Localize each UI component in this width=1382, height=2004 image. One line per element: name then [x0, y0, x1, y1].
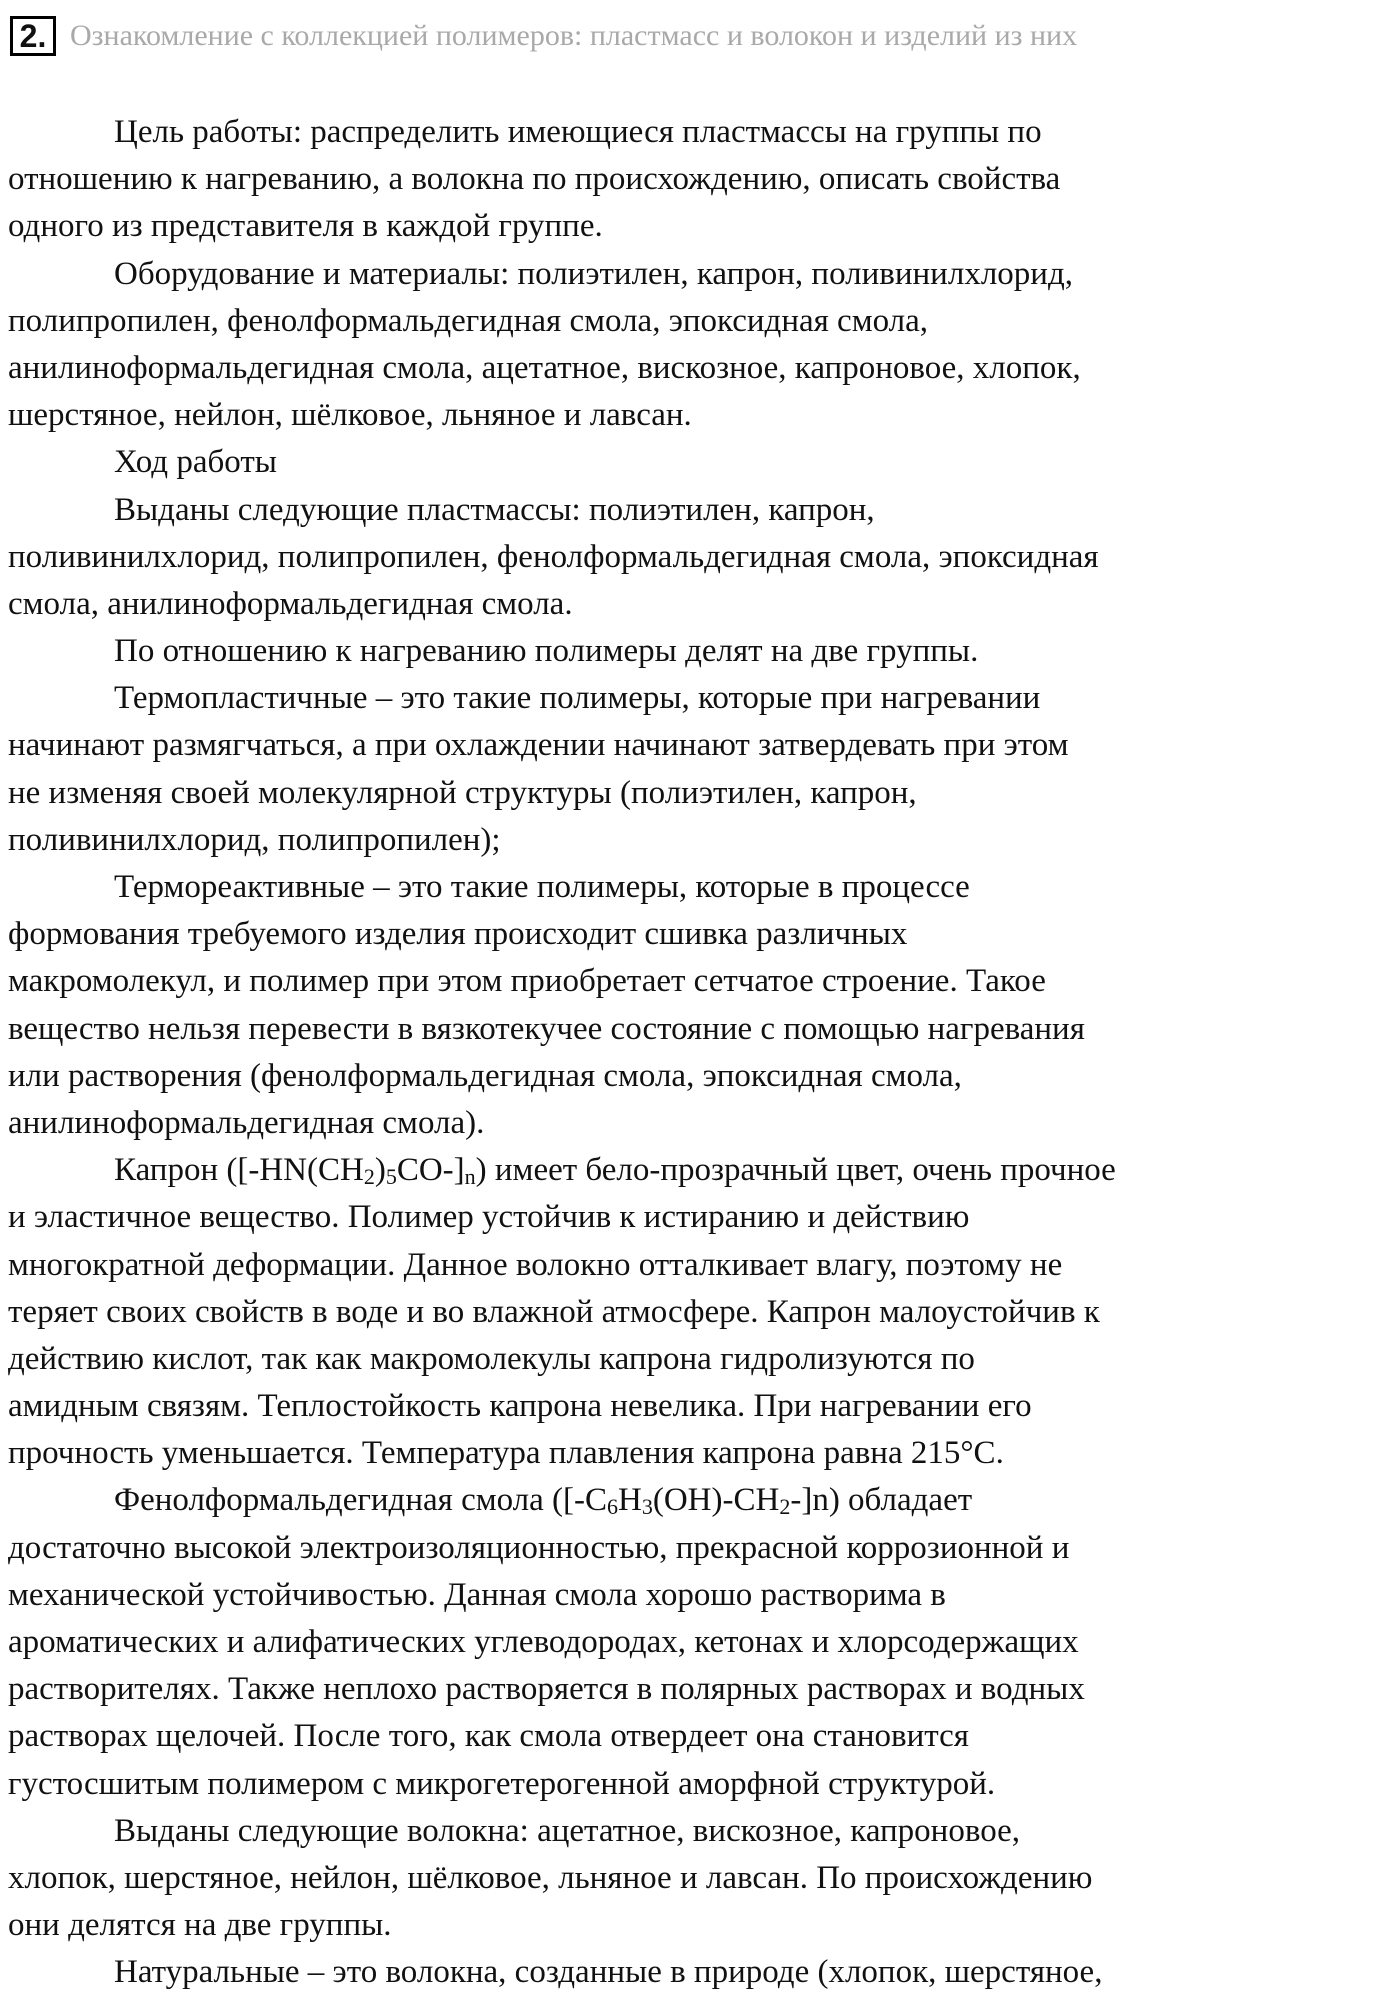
text-line: растворителях. Также неплохо растворяется в полярных растворах и водных	[8, 1671, 1085, 1708]
text-line: и эластичное вещество. Полимер устойчив к истиранию и действию	[8, 1199, 970, 1236]
text-line: полипропилен, фенолформальдегидная смола, эпоксидная смола,	[8, 302, 929, 339]
text-line: поливинилхлорид, полипропилен, фенолформальдегидная смола, эпоксидная	[8, 538, 1099, 575]
text-line: хлопок, шерстяное, нейлон, шёлковое, льняное и лавсан. По происхождению	[8, 1859, 1093, 1896]
text-line: анилиноформальдегидная смола).	[8, 1104, 485, 1141]
text-run: Капрон ([-HN(CH	[114, 1152, 364, 1189]
text-line: растворах щелочей. После того, как смола отвердеет она становится	[8, 1718, 969, 1755]
text-line: амидным связям. Теплостойкость капрона невелика. При нагревании его	[8, 1388, 1032, 1425]
subscript: 3	[641, 1494, 653, 1520]
text-line: Цель работы: распределить имеющиеся пластмассы на группы по	[114, 114, 1042, 150]
text-line: шерстяное, нейлон, шёлковое, льняное и лавсан.	[8, 397, 692, 434]
text-line: прочность уменьшается. Температура плавления капрона равна 215°C.	[8, 1435, 1004, 1472]
text-line: одного из представителя в каждой группе.	[8, 208, 603, 245]
text-line: вещество нельзя перевести в вязкотекучее состояние с помощью нагревания	[8, 1010, 1085, 1047]
text-line: макромолекул, и полимер при этом приобретает сетчатое строение. Такое	[8, 963, 1046, 1000]
text-line: начинают размягчаться, а при охлаждении начинают затвердевать при этом	[8, 727, 1069, 764]
subscript: n	[464, 1164, 476, 1190]
text-run: CO-]	[396, 1152, 465, 1189]
text-run: H	[618, 1482, 642, 1519]
section-header	[10, 16, 1077, 56]
text-line: Оборудование и материалы: полиэтилен, капрон, поливинилхлорид,	[114, 255, 1073, 292]
text-line: Выданы следующие пластмассы: полиэтилен, капрон,	[114, 491, 875, 528]
text-line: Выданы следующие волокна: ацетатное, вискозное, капроновое,	[114, 1812, 1021, 1849]
text-line: отношению к нагреванию, а волокна по происхождению, описать свойства	[8, 161, 1061, 198]
formula-line	[8, 1477, 1380, 1524]
text-line: механической устойчивостью. Данная смола хорошо растворима в	[8, 1576, 946, 1613]
text-line: По отношению к нагреванию полимеры делят на две группы.	[114, 633, 979, 670]
text-run: -]n) обладает	[790, 1482, 973, 1519]
section-number: 2.	[10, 16, 56, 56]
text-line: густосшитым полимером с микрогетерогенной аморфной структурой.	[8, 1765, 996, 1802]
text-line: ароматических и алифатических углеводородах, кетонах и хлорсодержащих	[8, 1624, 1079, 1660]
text-line: Термореактивные – это такие полимеры, которые в процессе	[114, 869, 970, 905]
subscript: 2	[363, 1164, 375, 1190]
text-line: теряет своих свойств в воде и во влажной атмосфере. Капрон малоустойчив к	[8, 1293, 1100, 1330]
text-line: формования требуемого изделия происходит сшивка различных	[8, 916, 908, 953]
text-line: Термопластичные – это такие полимеры, которые при нагревании	[114, 680, 1041, 717]
text-line: достаточно высокой электроизоляционностью, прекрасной коррозионной и	[8, 1529, 1070, 1566]
text-run: Фенолформальдегидная смола ([-C	[114, 1482, 608, 1519]
subscript: 2	[779, 1494, 791, 1520]
text-run: ) имеет бело-прозрачный цвет, очень прочное	[475, 1152, 1116, 1189]
text-line: они делятся на две группы.	[8, 1907, 392, 1944]
text-line: или растворения (фенолформальдегидная смола, эпоксидная смола,	[8, 1057, 962, 1094]
document-body	[8, 109, 1380, 1997]
text-line: поливинилхлорид, полипропилен);	[8, 821, 501, 858]
text-line: Натуральные – это волокна, созданные в природе (хлопок, шерстяное,	[114, 1954, 1103, 1991]
text-run: (OH)-CH	[652, 1482, 780, 1519]
formula-line	[8, 1147, 1380, 1194]
subscript: 6	[607, 1494, 619, 1520]
subscript: 5	[385, 1164, 397, 1190]
text-run: )	[374, 1152, 386, 1189]
text-line: анилиноформальдегидная смола, ацетатное, вискозное, капроновое, хлопок,	[8, 349, 1081, 386]
text-line: не изменяя своей молекулярной структуры (полиэтилен, капрон,	[8, 774, 917, 811]
text-line: Ход работы	[114, 444, 277, 481]
text-line: многократной деформации. Данное волокно отталкивает влагу, поэтому не	[8, 1246, 1063, 1283]
text-line: действию кислот, так как макромолекулы капрона гидролизуются по	[8, 1340, 975, 1377]
text-line: смола, анилиноформальдегидная смола.	[8, 585, 573, 622]
section-title: Ознакомление с коллекцией полимеров: пластмасс и волокон и изделий из них	[70, 19, 1078, 52]
